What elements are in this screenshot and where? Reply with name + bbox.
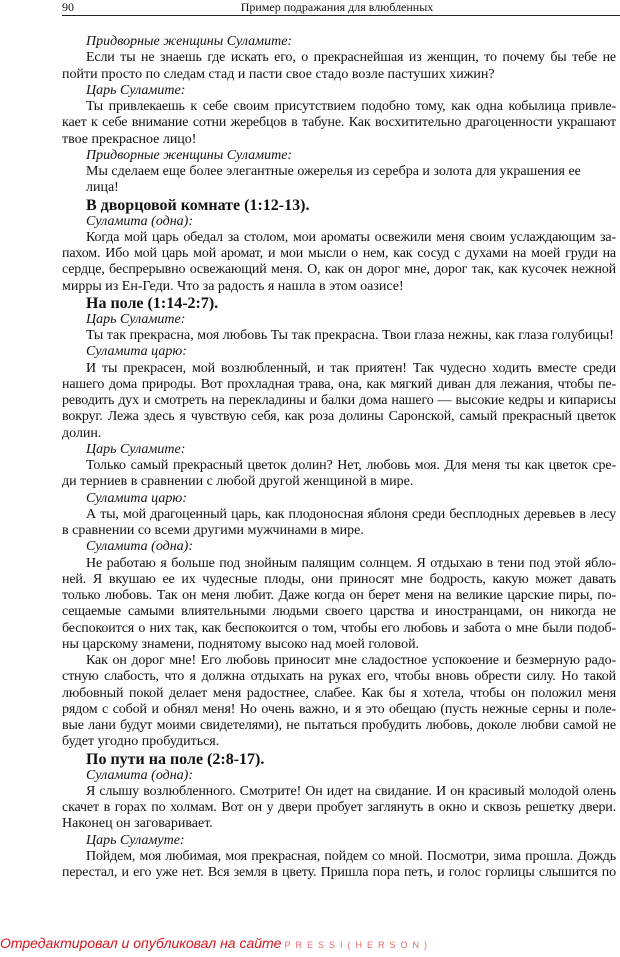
text-line: ди терниев в сравнении с любой другой женщиной в мире. <box>62 474 414 490</box>
speaker-text: Суламита царю: <box>86 490 187 506</box>
text-line: Ты так прекрасна, моя любовь Ты так прекрасна. Твои глаза нежны, как глаза голубицы! <box>86 328 614 343</box>
text-line: нашего дома природы. Вот прохладная трава, она, как мягкий диван для лежания, чтобы пе- <box>62 376 616 392</box>
text-line: Наконец он заговаривает. <box>62 816 213 832</box>
text-line: твое прекрасное лицо! <box>62 131 197 147</box>
text-line: вокруг. Лежа здесь я чувствую себя, как роза долины Саронской, самый прекрасный цветок <box>62 409 616 425</box>
section-heading <box>62 197 616 214</box>
text-line: ны царскому знамени, поднятому высоко над моей головой. <box>62 636 420 652</box>
paragraph <box>62 458 616 491</box>
footer-watermark <box>0 935 620 957</box>
text-line: Мы сделаем еще более элегантные ожерелья из серебра и золота для украшения ее лица! <box>86 164 581 196</box>
speaker-label <box>62 539 616 555</box>
text-line: скачет в горах по холмам. Вот он у двери пробует заглянуть в окно и сквозь решетку двери. <box>62 800 616 815</box>
text-line: будет угодно пробудиться. <box>62 734 220 750</box>
text-line: Ты привлекаешь к себе своим присутствием подобно тому, как одна кобылица привле- <box>86 99 616 114</box>
speaker-label <box>62 491 616 507</box>
text-line: Не работаю я больше под знойным палящим солнцем. Я отдыхаю в тени под этой ябло- <box>86 555 616 571</box>
speaker-label <box>62 768 616 784</box>
text-line: кает к себе внимание сотни жеребцов в табуне. Как восхитительно драгоценности украшают <box>62 115 616 131</box>
text-line: ней. Я вкушаю ее их чудесные плоды, они приносят мне бодрость, какую может давать <box>62 571 616 587</box>
section-heading <box>62 751 616 768</box>
text-line: только любовь. Так он меня любит. Даже когда он берет меня на великие царские пиры, по- <box>62 588 616 603</box>
text-line: долин. <box>62 425 102 441</box>
speaker-label <box>62 442 616 458</box>
text-line: любовный покой делает меня радостнее, слабее. Как бы я хотела, чтобы он положил меня <box>62 685 616 701</box>
section-heading <box>62 295 616 312</box>
heading-text: По пути на поле (2:8-17). <box>86 750 265 768</box>
text-line: Если ты не знаешь где искать его, о прекраснейшая из женщин, то почему бы тебе не <box>86 50 616 66</box>
text-line: беспокоится о них так, как беспокоится о том, чтобы его любовь и забота о мне были подоб- <box>62 620 616 636</box>
text-line: Пойдем, моя любимая, моя прекрасная, пойдем со мной. Посмотри, зима прошла. Дождь <box>86 848 616 864</box>
running-header <box>62 0 620 16</box>
heading-text: В дворцовой комнате (1:12-13). <box>86 196 310 214</box>
speaker-text: Царь Суламите: <box>86 311 186 327</box>
speaker-text: Царь Суламите: <box>86 441 186 457</box>
text-line: Я слышу возлюбленного. Смотрите! Он идет на свидание. И он красивый молодой олень <box>86 783 616 799</box>
paragraph <box>62 653 616 751</box>
running-title: Пример подражания для влюбленных <box>240 0 434 14</box>
speaker-text: Царь Суламуте: <box>86 832 185 848</box>
speaker-label <box>62 312 616 328</box>
speaker-label <box>62 344 616 360</box>
speaker-label <box>62 833 616 849</box>
text-line: Только самый прекрасный цветок долин? Нет, любовь моя. Для меня ты как цветок сре- <box>86 458 616 473</box>
paragraph <box>62 99 616 148</box>
text-line: А ты, мой драгоценный царь, как плодоносная яблоня среди бесплодных деревьев в лесу <box>86 506 616 522</box>
text-line: вые лани будут моими свидетелями), не пытаться пробудить любовь, доколе любви самой не <box>62 718 616 733</box>
heading-text: На поле (1:14-2:7). <box>86 294 219 312</box>
text-line: перестал, и его уже нет. Вся земля в цвету. Пришла пора петь, и голос горлицы слышится по <box>62 865 616 880</box>
paragraph <box>62 50 616 83</box>
page-body <box>62 34 616 881</box>
text-line: Когда мой царь обедал за столом, мои ароматы освежили меня своим услаждающим за- <box>86 229 616 245</box>
footer-credit: Отредактировал и опубликовал на сайте <box>0 935 282 952</box>
speaker-text: Придворные женщины Суламите: <box>86 147 293 163</box>
speaker-label <box>62 148 616 164</box>
text-line: в сравнении со всеми другими мужчинами в мире. <box>62 523 364 538</box>
speaker-text: Суламита (одна): <box>86 767 193 783</box>
text-line: пойти просто по следам стад и пасти свое стадо возле пастуших хижин? <box>62 66 495 82</box>
paragraph <box>62 361 616 442</box>
text-line: рядом с собой и обнял меня! Но очень важно, и я это обещаю (пусть нежные серны и поле- <box>62 701 616 717</box>
paragraph <box>62 507 616 540</box>
speaker-text: Суламита (одна): <box>86 539 193 555</box>
text-line: стную слабость, что я должна отдыхать на руках его, чтобы вновь обрести силу. Но такой <box>62 669 616 685</box>
page-number: 90 <box>62 0 74 14</box>
speaker-label <box>62 34 616 50</box>
paragraph <box>62 784 616 833</box>
speaker-text: Суламита (одна): <box>86 213 193 229</box>
text-line: сердце, беспрерывно освежающий меня. О, как он дорог мне, дорог так, как кусочек нежной <box>62 262 616 278</box>
paragraph <box>62 164 616 197</box>
text-line: И ты прекрасен, мой возлюбленный, и так приятен! Так чудесно ходить вместе среди <box>86 360 616 376</box>
text-line: Как он дорог мне! Его любовь приносит мне сладостное успокоение и безмерную радо- <box>86 653 616 668</box>
speaker-text: Суламита царю: <box>86 344 187 360</box>
text-line: сещаемые самыми влиятельными людьми своего царства и иностранцами, он никогда не <box>62 604 616 620</box>
footer-site: PRESSI(HERSON) <box>284 940 432 951</box>
paragraph <box>62 849 616 882</box>
paragraph <box>62 328 616 344</box>
speaker-label <box>62 83 616 99</box>
paragraph <box>62 230 616 295</box>
text-line: мирры из Ен-Геди. Что за радость я нашла в этом оазисе! <box>62 278 404 294</box>
speaker-text: Царь Суламите: <box>86 82 186 98</box>
text-line: реводить дух и смотреть на перекладины и балки дома нашего — высокие кедры и кипарисы <box>62 393 616 408</box>
text-line: пахом. Ибо мой царь мой аромат, и мои мысли о нем, как сосуд с духами на моей груди на <box>62 246 616 261</box>
speaker-text: Придворные женщины Суламите: <box>86 34 293 49</box>
paragraph <box>62 556 616 654</box>
speaker-label <box>62 214 616 230</box>
